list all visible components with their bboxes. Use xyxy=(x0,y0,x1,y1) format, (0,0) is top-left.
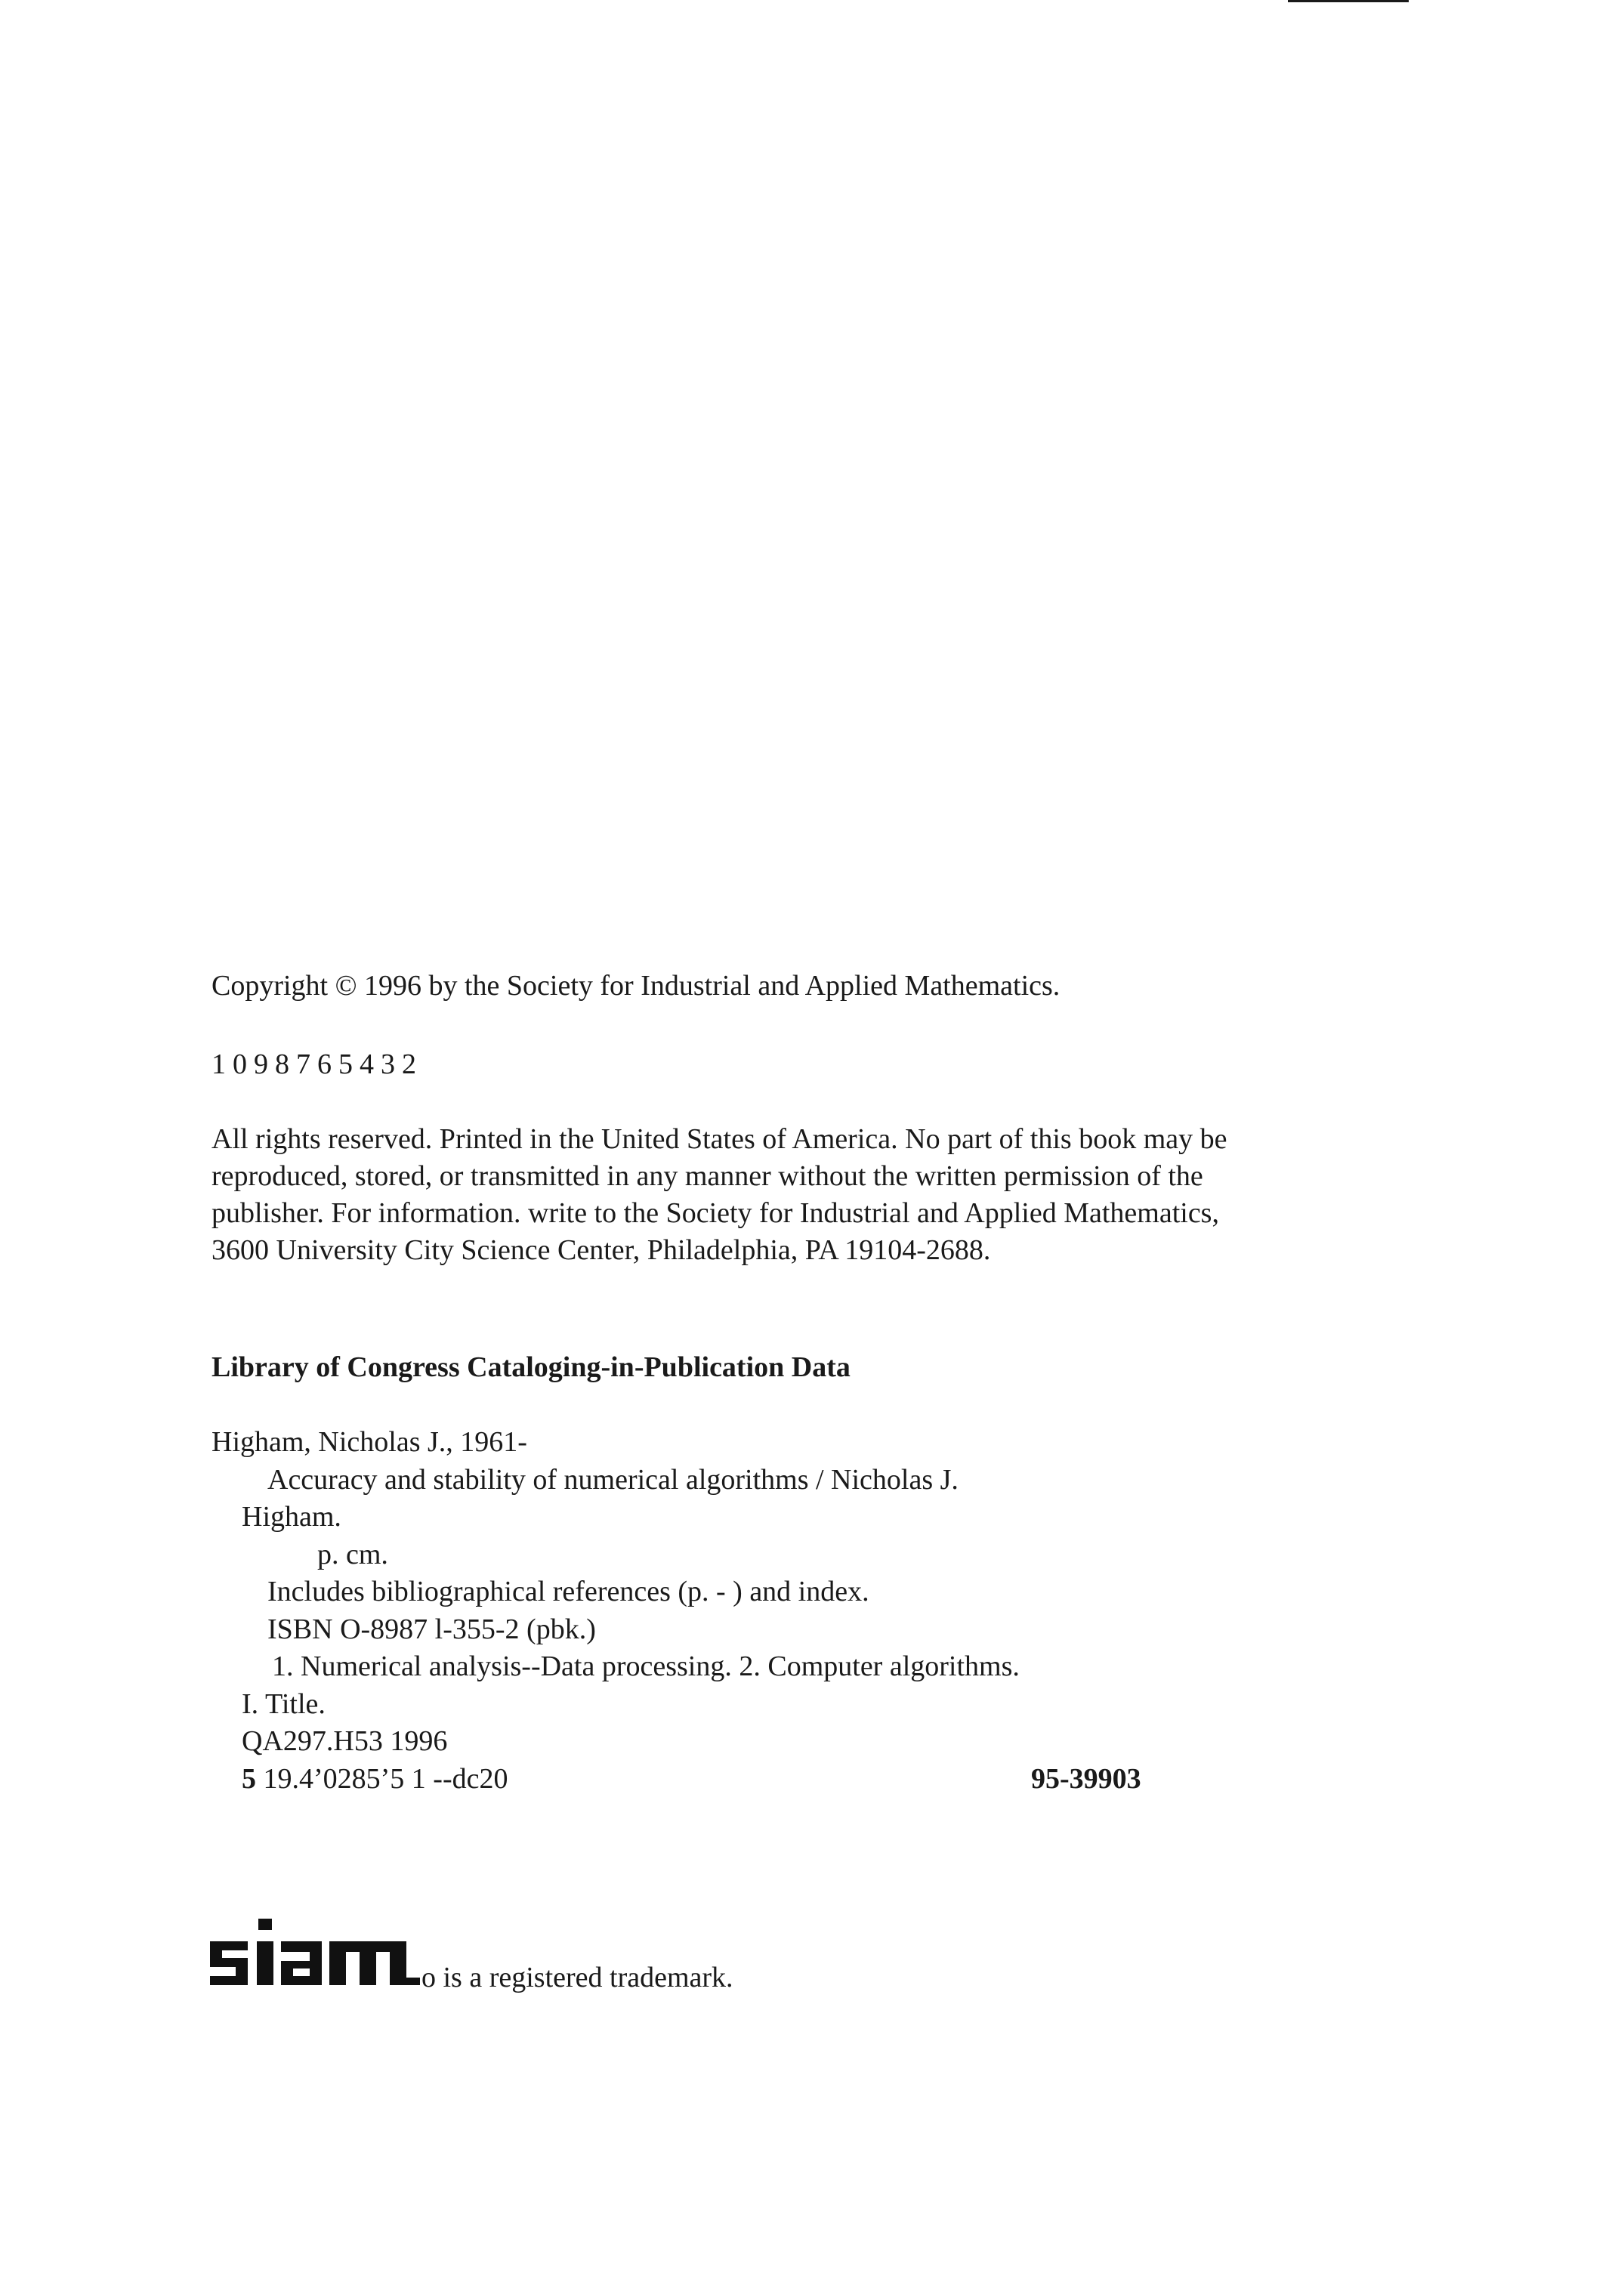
cip-title-entry: I. Title. xyxy=(242,1688,326,1720)
cip-title-line: Accuracy and stability of numerical algorithms / Nicholas J. xyxy=(267,1463,959,1496)
copyright-line: Copyright © 1996 by the Society for Industrial and Applied Mathematics. xyxy=(211,970,1061,1002)
cip-lccn: 95-39903 xyxy=(1031,1762,1141,1795)
top-rule xyxy=(1288,0,1409,2)
rights-line: 3600 University City Science Center, Philadelphia, PA 19104-2688. xyxy=(211,1234,991,1266)
cip-lc-class: QA297.H53 1996 xyxy=(242,1725,448,1757)
cip-dewey-lead: 5 xyxy=(242,1762,256,1795)
cip-physical: p. cm. xyxy=(317,1538,388,1570)
cip-title-line: Higham. xyxy=(242,1501,341,1533)
rights-line: All rights reserved. Printed in the United States of America. No part of this book may be xyxy=(211,1123,1227,1155)
cip-record xyxy=(211,1424,1435,1798)
cip-dewey-row xyxy=(211,1761,1435,1799)
siam-logo xyxy=(208,1919,420,1994)
rights-line: publisher. For information. write to the Society for Industrial and Applied Mathematics, xyxy=(211,1197,1219,1229)
cip-subjects: 1. Numerical analysis--Data processing. 2. Computer algorithms. xyxy=(272,1650,1020,1682)
trademark-text: o is a registered trademark. xyxy=(421,1962,733,1993)
cip-author: Higham, Nicholas J., 1961- xyxy=(211,1426,527,1458)
cip-heading: Library of Congress Cataloging-in-Publication Data xyxy=(211,1351,851,1383)
cip-bibliography: Includes bibliographical references (p. - ) and index. xyxy=(267,1576,869,1607)
rights-line: reproduced, stored, or transmitted in any manner without the written permission of the xyxy=(211,1160,1203,1192)
cip-dewey-rest: 19.4’0285’5 1 --dc20 xyxy=(256,1762,508,1795)
cip-isbn: ISBN O-8987 l-355-2 (pbk.) xyxy=(267,1613,596,1645)
printing-line: 1098765432 xyxy=(211,1048,423,1080)
rights-paragraph xyxy=(211,1121,1360,1269)
